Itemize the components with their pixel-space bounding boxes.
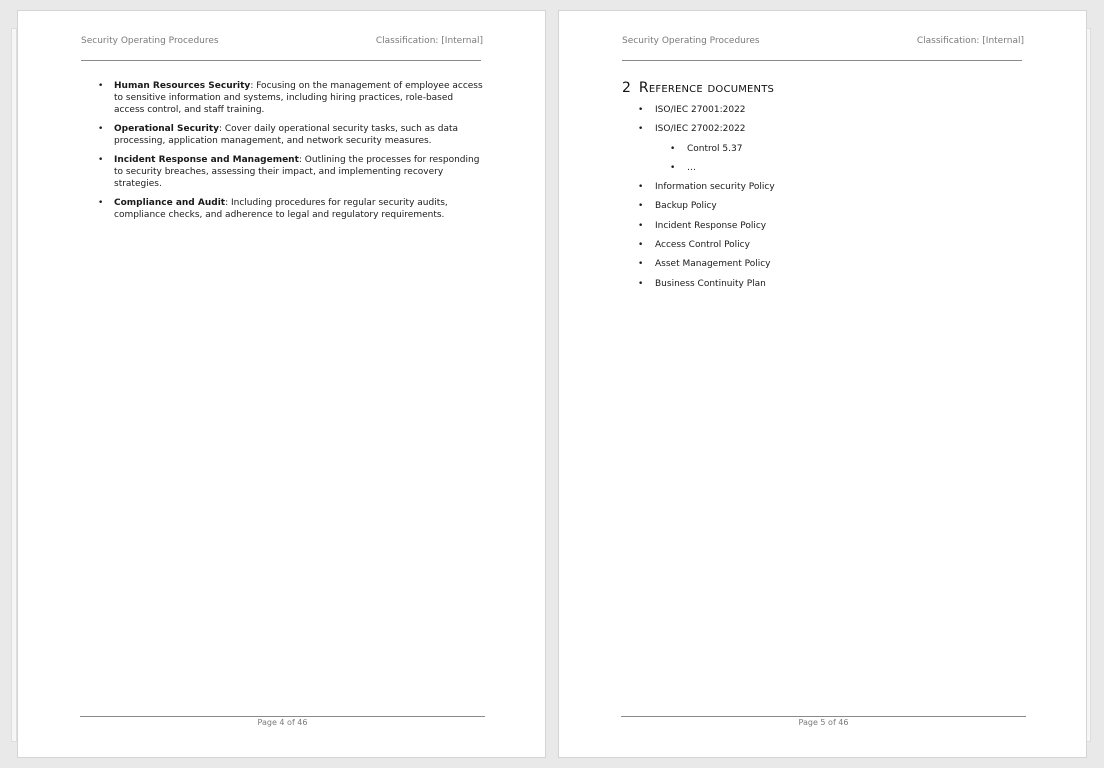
section-number: 2	[622, 80, 631, 96]
page-number: Page 4 of 46	[257, 718, 308, 727]
header-divider	[81, 60, 481, 61]
page-number: Page 5 of 46	[798, 718, 849, 727]
list-item-text: : Cover daily operational security tasks, such as data processing, application management, and network security measures.	[114, 124, 459, 146]
list-item-term: Operational Security	[114, 124, 219, 134]
list-item: • Access Control Policy	[638, 239, 998, 251]
list-item: • Business Continuity Plan	[638, 278, 998, 290]
document-page-4[interactable]	[17, 10, 546, 758]
scope-bullet-list	[98, 80, 483, 228]
section-heading	[622, 80, 774, 96]
list-item-term: Incident Response and Management	[114, 155, 299, 165]
section-title: Reference documents	[638, 80, 775, 96]
list-subitem: • …	[670, 162, 998, 174]
list-item-text: : Including procedures for regular security audits, compliance checks, and adherence to legal and regulatory requirements.	[114, 198, 448, 220]
list-item	[98, 154, 483, 190]
header-classification: Classification: [Internal]	[916, 36, 1024, 46]
list-item: • Incident Response Policy	[638, 220, 998, 232]
reference-list	[638, 104, 998, 297]
list-item	[98, 197, 483, 221]
footer-divider	[80, 716, 485, 717]
list-item: • ISO/IEC 27002:2022	[638, 123, 998, 135]
list-item	[98, 123, 483, 147]
list-item	[98, 80, 483, 116]
header-title: Security Operating Procedures	[622, 36, 760, 46]
list-item: • Backup Policy	[638, 200, 998, 212]
list-item: • ISO/IEC 27001:2022	[638, 104, 998, 116]
list-item-text: : Focusing on the management of employee access to sensitive information and systems, including hiring practices, role-based access control, and staff training.	[114, 81, 483, 115]
list-item-term: Compliance and Audit	[114, 198, 226, 208]
list-subitem: • Control 5.37	[670, 143, 998, 155]
list-item-term: Human Resources Security	[114, 81, 251, 91]
header-divider	[622, 60, 1022, 61]
header-classification: Classification: [Internal]	[375, 36, 483, 46]
footer-divider	[621, 716, 1026, 717]
header-title: Security Operating Procedures	[81, 36, 219, 46]
list-item-text: : Outlining the processes for responding to security breaches, assessing their impact, and implementing recovery strategies.	[114, 155, 480, 189]
document-page-5[interactable]	[558, 10, 1087, 758]
list-item: • Asset Management Policy	[638, 258, 998, 270]
list-item: • Information security Policy	[638, 181, 998, 193]
